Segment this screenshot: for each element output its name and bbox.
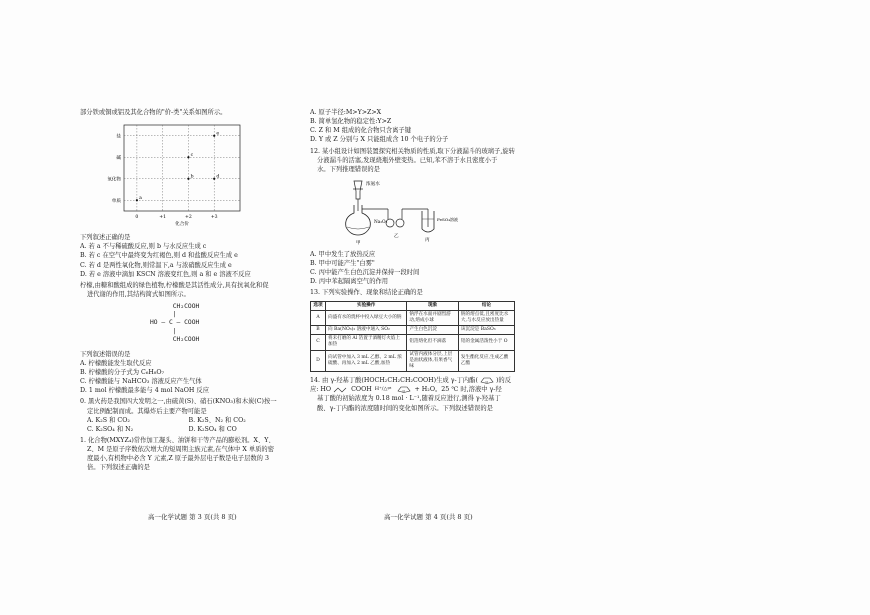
y-tick-label: 盐 xyxy=(116,134,121,140)
table-cell: C xyxy=(311,335,326,350)
mxyz-stem-1: 1. 化合物(MXYZ₄)常作加工凝头、油饼和干等产品的膨松剂。X、Y、 xyxy=(80,436,275,444)
table-cell: 向试管中加入 3 mL 乙醇、2 mL 浓硫酸、再加入 2 mL 乙酸,加热 xyxy=(326,350,407,372)
chart-point xyxy=(136,199,138,201)
gunpowder-option-b[interactable]: B. K₂S、N₂ 和 CO₂ xyxy=(188,416,246,424)
q14-line-4: 酸、γ-丁内酯的浓度随时间的变化如图所示。下列叙述错误的是 xyxy=(317,404,493,412)
y-tick-label: 氧化物 xyxy=(107,177,121,183)
funnel-label: 浓氨水 xyxy=(366,181,380,187)
q12-stem-1: 12. 某小组设计如图装置探究相关物质的性质,取下分液漏斗的玻璃子,旋转 xyxy=(310,147,515,155)
mxyz-option-a[interactable]: A. 原子半径:M>Y>Z>X xyxy=(310,109,382,116)
chart-point xyxy=(187,156,189,158)
chart-point xyxy=(213,178,215,180)
gunpowder-stem-2: 定比例配制而成。其爆炸后主要产物可能是 xyxy=(87,407,207,415)
flask-reagent-label: Na₂O₂ xyxy=(374,219,388,225)
mxyz-stem-2: Z、M 是原子序数依次增大的短周期主族元素,在气体中 X 单质的密 xyxy=(87,446,275,454)
gunpowder-stem-1: 0. 黑火药是我国四大发明之一,由硫黄(S)、硝石(KNO₃)和木炭(C)按一 xyxy=(80,398,277,406)
apparatus-diagram xyxy=(310,177,510,247)
table-cell: 该沉淀是 BaSO₃ xyxy=(458,326,514,335)
right-column xyxy=(310,108,520,413)
table-row[interactable] xyxy=(311,335,515,350)
q14-text-4: COOH xyxy=(351,386,372,394)
citric-option-c[interactable]: C. 柠檬酸能与 NaHCO₃ 溶液反应产生气体 xyxy=(80,378,202,386)
question-prompt: 下列叙述正确的是 xyxy=(80,234,131,242)
chart-point-label: a xyxy=(139,196,142,202)
table-cell: 将未打磨的 Al 箔置于酒精灯火焰上加热 xyxy=(326,335,407,350)
zigzag-chain-icon xyxy=(333,387,349,393)
right-reagent-label: FeSO₄溶液 xyxy=(437,216,459,222)
chart-point-label: e xyxy=(216,131,220,137)
flask-label: 甲 xyxy=(356,240,361,246)
table-cell: A xyxy=(311,310,326,325)
option-a[interactable]: A. 若 a 不与稀硫酸反应,则 b 与水反应生成 c xyxy=(80,243,207,251)
svg-text:O: O xyxy=(485,379,488,384)
table-cell: D xyxy=(311,350,326,372)
q12-option-d[interactable]: D. 丙中苯起隔离空气的作用 xyxy=(310,278,389,286)
q12-stem-3: 水。下列推理错误的是 xyxy=(317,165,380,173)
mxyz-option-b[interactable]: B. 简单氢化物的稳定性:Y>Z xyxy=(310,118,392,126)
gunpowder-options-row-2 xyxy=(80,425,290,434)
page-footer-left: 高一化学试题 第 3 页(共 8 页) xyxy=(148,513,237,521)
citric-option-a[interactable]: A. 柠檬酸能发生取代反应 xyxy=(80,359,152,367)
q13-stem: 13. 下列实验操作、现象和结论正确的是 xyxy=(310,289,423,297)
q14-line-2 xyxy=(310,385,520,394)
reaction-arrow: H⁺/△⇌ xyxy=(374,386,392,393)
table-header-cell: 结论 xyxy=(458,301,514,310)
table-cell: B xyxy=(311,326,326,335)
mxyz-option-d[interactable]: D. Y 或 Z 分别与 X 只能组成含 10 个电子的分子 xyxy=(310,136,449,144)
right-test-tube xyxy=(422,209,434,232)
table-row[interactable] xyxy=(311,350,515,372)
q14-text-1: 14. 由 γ-羟基丁酸(HOCH₂CH₂CH₂COOH)生成 γ-丁内酯( xyxy=(310,377,478,385)
mxyz-stem-3: 度最小,有机物中必含 Y 元素,Z 原子最外层电子数是电子层数的 3 xyxy=(87,455,269,463)
question-intro: 部分铁或铜或铝及其化合物的"价-类"关系如图所示。 xyxy=(80,109,227,116)
valence-class-chart xyxy=(80,119,280,229)
chart-point-label: d xyxy=(216,174,220,180)
x-axis-title: 化合价 xyxy=(175,222,189,228)
option-d[interactable]: D. 若 e 溶液中滴加 KSCN 溶液变红色,则 a 和 e 溶液不反应 xyxy=(80,270,251,278)
apparatus-svg xyxy=(310,177,510,247)
table-header-cell: 选项 xyxy=(311,301,326,310)
table-cell: 试管内液体分层,上层是油状液体,有果香气味 xyxy=(407,350,459,372)
mxyz-stem-4: 倍。下列叙述正确的是 xyxy=(87,464,150,472)
middle-label: 乙 xyxy=(394,233,399,239)
option-c[interactable]: C. 若 d 是两性氧化物,则常温下,a 与浓硝酸反应生成 e xyxy=(80,261,232,269)
x-tick-label: +2 xyxy=(185,215,192,221)
butyrolactone-ring-icon xyxy=(395,386,413,393)
table-cell: 向 Ba(NO₃)₂ 溶液中通入 SO₂ xyxy=(326,326,407,335)
chart-point xyxy=(213,135,215,137)
citric-acid-structure: CH₂COOH | HO — C — COOH | CH₂COOH xyxy=(150,303,200,343)
table-header-cell: 现象 xyxy=(407,301,459,310)
chart-point-label: b xyxy=(190,174,194,180)
valence-class-chart-svg xyxy=(80,119,280,229)
y-tick-label: 单质 xyxy=(111,198,121,204)
x-tick-label: 0 xyxy=(135,215,139,221)
q12-option-a[interactable]: A. 甲中发生了放热反应 xyxy=(310,250,376,258)
separatory-funnel xyxy=(353,181,363,211)
citric-option-b[interactable]: B. 柠檬酸的分子式为 C₆H₈O₇ xyxy=(80,369,165,377)
table-cell: 铝的金属活泼性小于 O xyxy=(458,335,514,350)
table-cell: 发生酯化反应,生成乙酸乙酯 xyxy=(458,350,514,372)
q12-option-b[interactable]: B. 甲中可能产生"白雾" xyxy=(310,260,375,267)
gunpowder-option-c[interactable]: C. K₂SO₄ 和 N₂ xyxy=(87,425,134,433)
left-column xyxy=(80,108,290,472)
svg-text:O: O xyxy=(402,389,405,394)
q12-stem-2: 分液漏斗的活塞,发现烧瓶外壁变热。已知,苯不溶于水且密度小于 xyxy=(317,156,498,164)
page-footer-right: 高一化学试题 第 4 页(共 8 页) xyxy=(384,513,473,521)
gunpowder-option-d[interactable]: D. K₂SO₄ 和 CO xyxy=(188,425,237,433)
gunpowder-option-a[interactable]: A. K₂S 和 CO₂ xyxy=(87,416,130,424)
y-tick-label: 碱 xyxy=(116,155,121,161)
q13-table xyxy=(310,301,515,373)
q14-text-3: 应: HO xyxy=(310,386,332,394)
table-header-cell: 实验操作 xyxy=(326,301,407,310)
q14-text-5: + H₂O。25 ℃ 时,溶液中 γ-羟 xyxy=(414,386,502,394)
q13-table-header xyxy=(311,301,515,310)
q14-text-2: )的反 xyxy=(495,377,511,385)
table-row[interactable] xyxy=(311,326,515,335)
x-tick-label: +3 xyxy=(210,215,218,221)
citric-stem-2: 进代谢的作用,其结构简式如图所示。 xyxy=(87,290,190,298)
mxyz-option-c[interactable]: C. Z 和 M 组成的化合物只含离子键 xyxy=(310,127,411,135)
option-b[interactable]: B. 若 c 在空气中最终变为红褐色,则 d 和盐酸反应生成 e xyxy=(80,252,238,260)
q12-option-c[interactable]: C. 丙中能产生白色沉淀并保持一段时间 xyxy=(310,269,420,277)
butyrolactone-ring-icon xyxy=(478,377,496,384)
table-cell: 钠浮在水面并剧烈游动,熔成小球 xyxy=(407,310,459,325)
q14-line-3: 基丁酸的初始浓度为 0.18 mol · L⁻¹,随着反应进行,测得 γ-羟基丁 xyxy=(317,395,501,403)
right-label: 丙 xyxy=(425,237,430,243)
table-cell: 产生白色沉淀 xyxy=(407,326,459,335)
table-cell: 向盛有水的烧杯中投入绿豆大小的钠 xyxy=(326,310,407,325)
chart-point-label: c xyxy=(190,153,194,159)
citric-stem-1: 柠檬,由糖和酸组成的绿色植物,柠檬酸是其活性成分,具有抗氧化和促 xyxy=(80,281,269,289)
q14-line-1 xyxy=(310,376,520,385)
citric-option-d[interactable]: D. 1 mol 柠檬酸最多能与 4 mol NaOH 反应 xyxy=(80,387,209,395)
table-row[interactable] xyxy=(311,310,515,325)
chart-point xyxy=(187,178,189,180)
table-cell: 钠的熔点低,且密度比水大,与水反应放出热量 xyxy=(458,310,514,325)
reaction-condition: H⁺/△ xyxy=(374,386,388,393)
x-tick-label: +1 xyxy=(159,215,167,221)
table-cell: 铝箔熔化但不滴落 xyxy=(407,335,459,350)
gunpowder-options-row-1 xyxy=(80,416,290,425)
citric-prompt: 下列叙述错误的是 xyxy=(80,350,131,358)
